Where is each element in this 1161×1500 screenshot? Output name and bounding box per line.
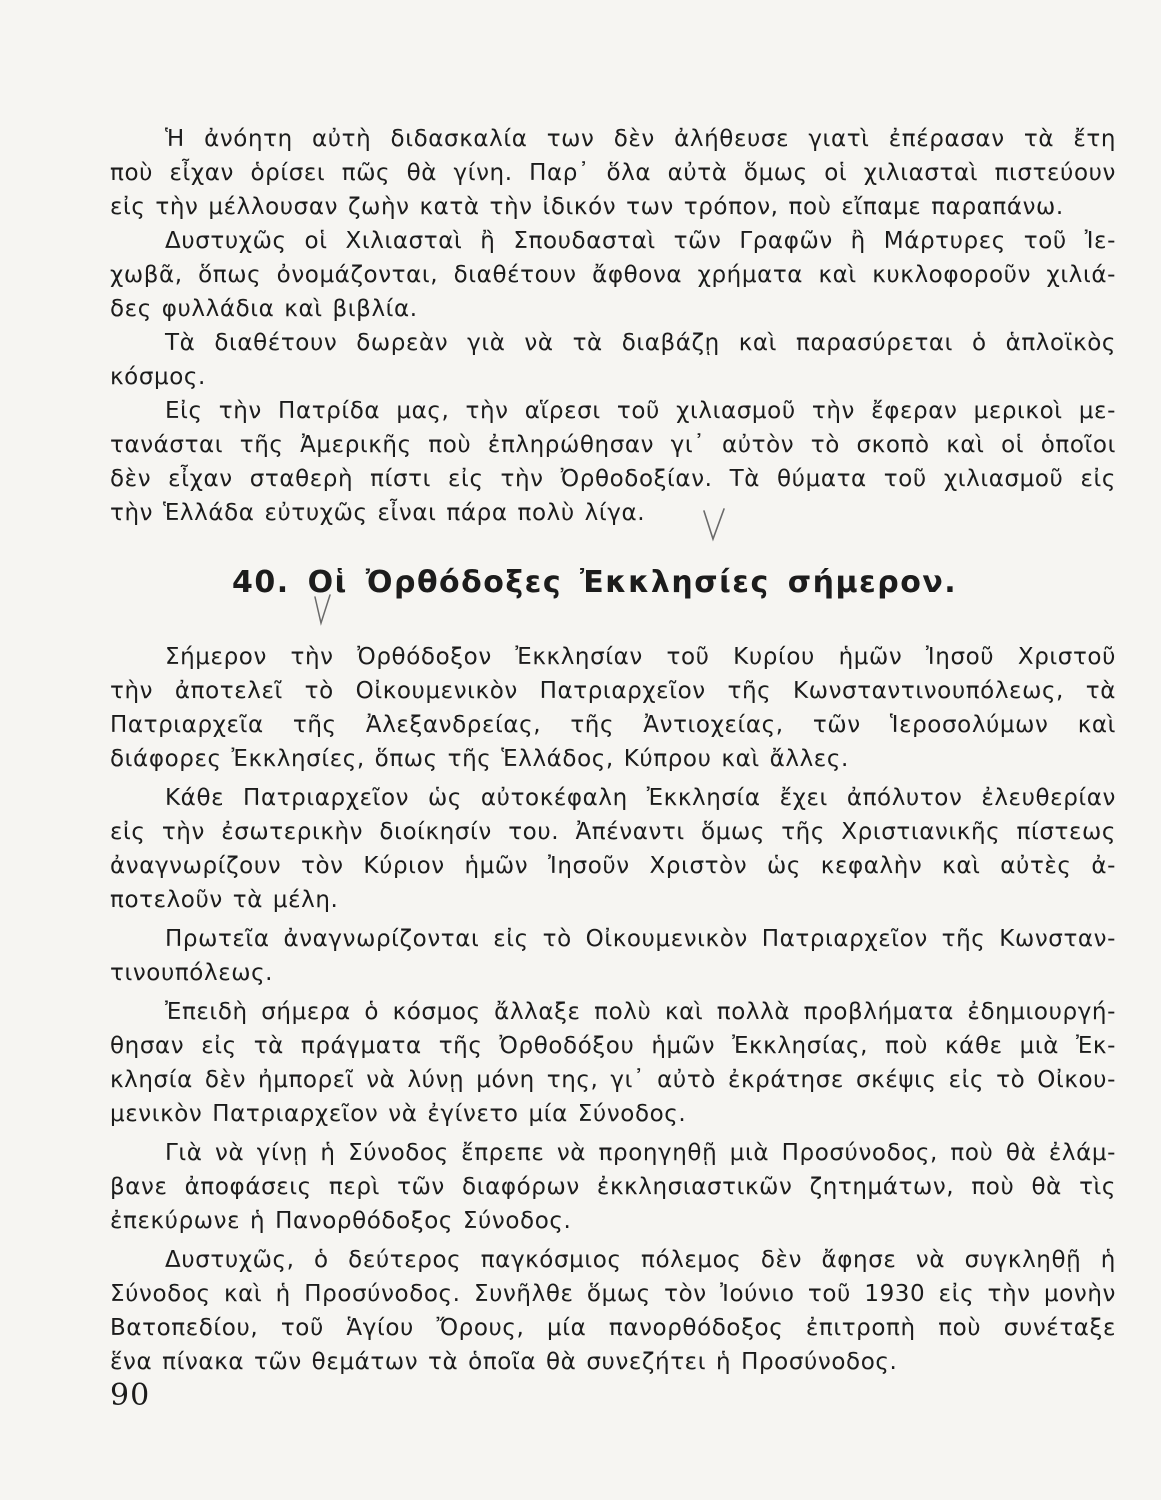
text-line: τανάσται τῆς Ἀμερικῆς ποὺ ἐπληρώθησαν γι᾿ αὐτὸν τὸ σκοπὸ καὶ οἱ ὁποῖοι: [110, 432, 1116, 458]
text-line: Δυστυχῶς, ὁ δεύτερος παγκόσμιος πόλεμος δὲν ἄφησε νὰ συγκληθῇ ἡ: [165, 1247, 1116, 1273]
text-line: Σύνοδος καὶ ἡ Προσύνοδος. Συνῆλθε ὅμως τὸν Ἰούνιο τοῦ 1930 εἰς τὴν μονὴν: [110, 1281, 1116, 1307]
text-line: τὴν ἀποτελεῖ τὸ Οἰκουμενικὸν Πατριαρχεῖον τῆς Κωνσταντινουπόλεως, τὰ: [110, 678, 1116, 704]
paragraph: [110, 995, 1116, 1131]
text-line: μενικὸν Πατριαρχεῖον νὰ ἐγίνετο μία Σύνοδος.: [110, 1101, 687, 1127]
text-line: Πατριαρχεῖα τῆς Ἀλεξανδρείας, τῆς Ἀντιοχείας, τῶν Ἱεροσολύμων καὶ: [110, 712, 1116, 738]
paragraph: [110, 1136, 1116, 1238]
text-line: Δυστυχῶς οἱ Χιλιασταὶ ἢ Σπουδασταὶ τῶν Γραφῶν ἢ Μάρτυρες τοῦ Ἰε-: [165, 228, 1116, 254]
paragraph: [110, 394, 1116, 530]
paragraph: [110, 1243, 1116, 1379]
paragraph: [110, 326, 1116, 394]
text-line: Πρωτεῖα ἀναγνωρίζονται εἰς τὸ Οἰκουμενικὸν Πατριαρχεῖον τῆς Κωνσταν-: [165, 926, 1116, 952]
text-line: δες φυλλάδια καὶ βιβλία.: [110, 296, 418, 322]
text-line: Ἐπειδὴ σήμερα ὁ κόσμος ἄλλαξε πολὺ καὶ πολλὰ προβλήματα ἐδημιουργή-: [165, 999, 1116, 1025]
text-line: ἐπεκύρωνε ἡ Πανορθόδοξος Σύνοδος.: [110, 1208, 572, 1234]
paragraph: [110, 122, 1116, 224]
text-block-top: [110, 122, 1116, 530]
section-heading: 40. Οἱ Ὀρθόδοξες Ἐκκλησίες σήμερον.: [232, 565, 958, 600]
text-line: θησαν εἰς τὰ πράγματα τῆς Ὀρθοδόξου ἡμῶν Ἐκκλησίας, ποὺ κάθε μιὰ Ἐκ-: [110, 1033, 1116, 1059]
text-line: Σήμερον τὴν Ὀρθόδοξον Ἐκκλησίαν τοῦ Κυρίου ἡμῶν Ἰησοῦ Χριστοῦ: [165, 644, 1116, 670]
text-line: τινουπόλεως.: [110, 960, 274, 986]
text-line: ποὺ εἶχαν ὁρίσει πῶς θὰ γίνη. Παρ᾿ ὅλα αὐτὰ ὅμως οἱ χιλιασταὶ πιστεύουν: [110, 160, 1116, 186]
text-line: Τὰ διαθέτουν δωρεὰν γιὰ νὰ τὰ διαβάζῃ καὶ παρασύρεται ὁ ἁπλοϊκὸς: [165, 330, 1116, 356]
text-line: δὲν εἶχαν σταθερὴ πίστι εἰς τὴν Ὀρθοδοξίαν. Τὰ θύματα τοῦ χιλιασμοῦ εἰς: [110, 466, 1116, 492]
paragraph: [110, 781, 1116, 917]
text-line: τὴν Ἑλλάδα εὐτυχῶς εἶναι πάρα πολὺ λίγα.: [110, 500, 646, 526]
paragraph: [110, 922, 1116, 990]
text-line: διάφορες Ἐκκλησίες, ὅπως τῆς Ἑλλάδος, Κύπρου καὶ ἄλλες.: [110, 746, 849, 772]
text-line: Ἡ ἀνόητη αὐτὴ διδασκαλία των δὲν ἀλήθευσε γιατὶ ἐπέρασαν τὰ ἔτη: [165, 126, 1116, 152]
text-line: Κάθε Πατριαρχεῖον ὡς αὐτοκέφαλη Ἐκκλησία ἔχει ἀπόλυτον ἐλευθερίαν: [165, 785, 1116, 811]
page-number: 90: [110, 1378, 151, 1413]
text-line: εἰς τὴν μέλλουσαν ζωὴν κατὰ τὴν ἰδικόν των τρόπον, ποὺ εἴπαμε παραπάνω.: [110, 194, 1064, 220]
text-line: κλησία δὲν ἠμπορεῖ νὰ λύνῃ μόνη της, γι᾿ αὐτὸ ἐκράτησε σκέψις εἰς τὸ Οἰκου-: [110, 1067, 1116, 1093]
text-line: ἕνα πίνακα τῶν θεμάτων τὰ ὁποῖα θὰ συνεζήτει ἡ Προσύνοδος.: [110, 1349, 898, 1375]
text-line: κόσμος.: [110, 364, 206, 390]
text-line: βανε ἀποφάσεις περὶ τῶν διαφόρων ἐκκλησιαστικῶν ζητημάτων, ποὺ θὰ τὶς: [110, 1174, 1116, 1200]
text-line: χωβᾶ, ὅπως ὀνομάζονται, διαθέτουν ἄφθονα χρήματα καὶ κυκλοφοροῦν χιλιά-: [110, 262, 1116, 288]
paragraph: [110, 640, 1116, 776]
text-block-bottom: [110, 640, 1116, 1384]
text-line: Βατοπεδίου, τοῦ Ἁγίου Ὄρους, μία πανορθόδοξος ἐπιτροπὴ ποὺ συνέταξε: [110, 1315, 1116, 1341]
text-line: Εἰς τὴν Πατρίδα μας, τὴν αἵρεσι τοῦ χιλιασμοῦ τὴν ἔφεραν μερικοὶ με-: [165, 398, 1116, 424]
text-line: εἰς τὴν ἐσωτερικὴν διοίκησίν του. Ἀπέναντι ὅμως τῆς Χριστιανικῆς πίστεως: [110, 819, 1116, 845]
text-line: ἀναγνωρίζουν τὸν Κύριον ἡμῶν Ἰησοῦν Χριστὸν ὡς κεφαλὴν καὶ αὐτὲς ἀ-: [110, 853, 1116, 879]
text-line: Γιὰ νὰ γίνῃ ἡ Σύνοδος ἔπρεπε νὰ προηγηθῇ μιὰ Προσύνοδος, ποὺ θὰ ἐλάμ-: [165, 1140, 1116, 1166]
paragraph: [110, 224, 1116, 326]
text-line: ποτελοῦν τὰ μέλη.: [110, 887, 339, 913]
